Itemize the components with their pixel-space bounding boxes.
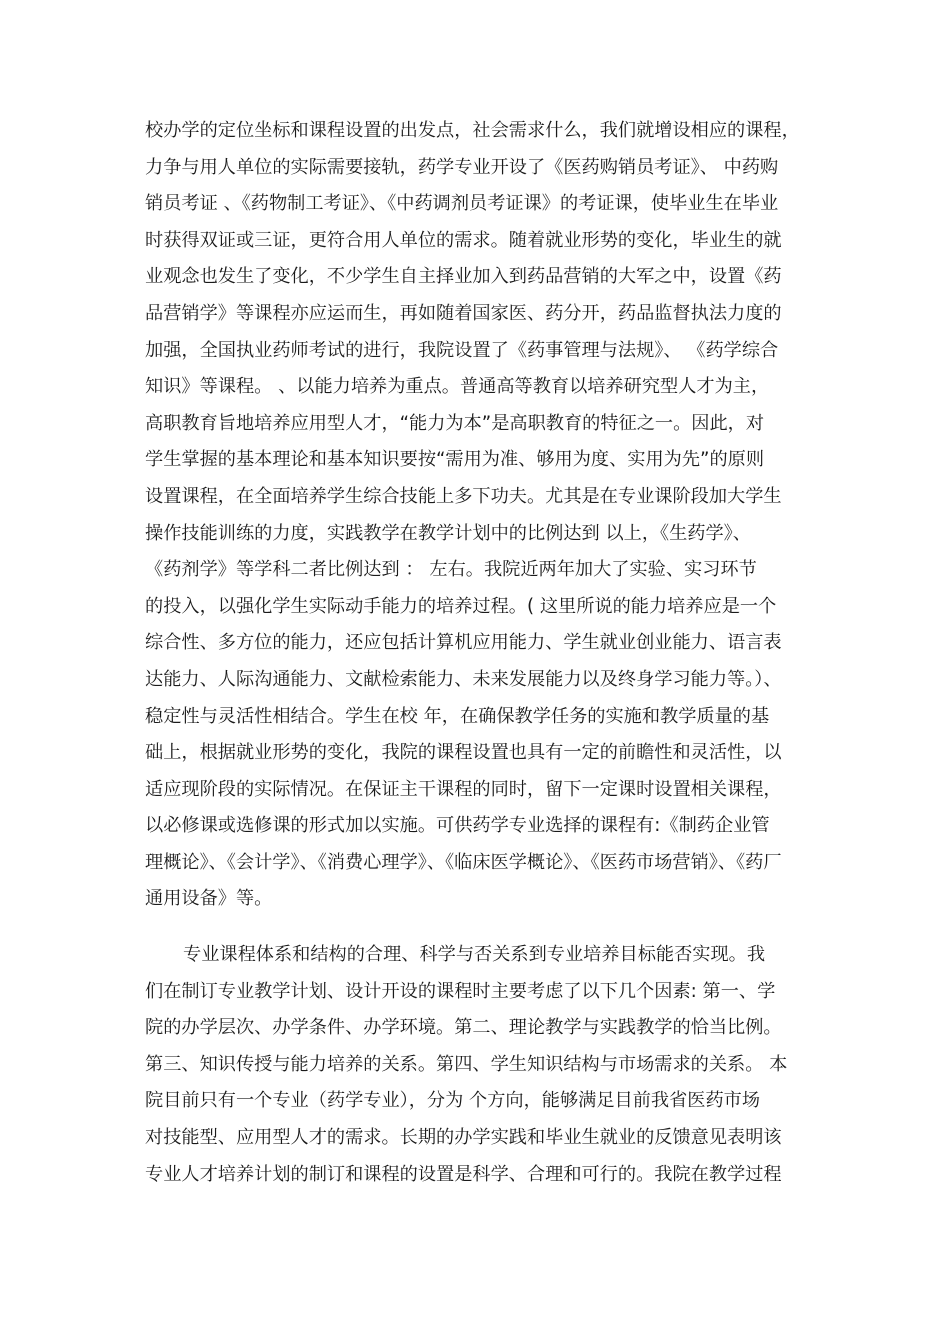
text-line: 时获得双证或三证，更符合用人单位的需求。随着就业形势的变化，毕业生的就 (145, 229, 782, 251)
text-line: 适应现阶段的实际情况。在保证主干课程的同时，留下一定课时设置相关课程， (145, 778, 782, 800)
text-line: 以必修课或选修课的形式加以实施。可供药学专业选择的课程有:《制药企业管 (145, 815, 770, 837)
text-line: 专业课程体系和结构的合理、科学与否关系到专业培养目标能否实现。我 (183, 944, 766, 965)
text-line: 加强，全国执业药师考试的进行，我院设置了《药事管理与法规》、 《药学综合 (145, 339, 779, 361)
text-line: 理概论》、《会计学》、《消费心理学》、《临床医学概论》、《医药市场营销》、《药厂 (145, 851, 782, 873)
text-line: 们在制订专业教学计划、设计开设的课程时主要考虑了以下几个因素: 第一、学 (145, 980, 776, 1002)
text-line: 综合性、多方位的能力，还应包括计算机应用能力、学生就业创业能力、语言表 (145, 632, 782, 654)
text-line: 第三、知识传授与能力培养的关系。第四、学生知识结构与市场需求的关系。 本 (145, 1053, 788, 1075)
text-line: 础上，根据就业形势的变化，我院的课程设置也具有一定的前瞻性和灵活性，以 (145, 742, 782, 764)
paragraph-1 (145, 113, 805, 918)
text-line: 品营销学》等课程亦应运而生，再如随着国家医、药分开，药品监督执法力度的 (145, 302, 782, 324)
text-line: 高职教育旨地培养应用型人才，“能力为本”是高职教育的特征之一。因此，对 (145, 412, 765, 434)
text-line: 设置课程，在全面培养学生综合技能上多下功夫。尤其是在专业课阶段加大学生 (145, 485, 782, 507)
text-line: 学生掌握的基本理论和基本知识要按“需用为准、够用为度、实用为先”的原则 (145, 449, 765, 471)
text-line: 稳定性与灵活性相结合。学生在校 年，在确保教学任务的实施和教学质量的基 (145, 705, 770, 727)
text-line: 对技能型、应用型人才的需求。长期的办学实践和毕业生就业的反馈意见表明该 (145, 1126, 782, 1148)
text-line: 的投入，以强化学生实际动手能力的培养过程。( 这里所说的能力培养应是一个 (145, 595, 777, 617)
text-line: 院目前只有一个专业（药学专业），分为 个方向，能够满足目前我省医药市场 (145, 1090, 761, 1112)
text-line: 校办学的定位坐标和课程设置的出发点，社会需求什么，我们就增设相应的课程， (145, 120, 800, 141)
text-line: 知识》等课程。 、以能力培养为重点。普通高等教育以培养研究型人才为主， (145, 376, 770, 398)
text-line: 通用设备》等。 (145, 888, 273, 910)
text-line: 《药剂学》等学科二者比例达到 ： 左右。我院近两年加大了实验、实习环节 (145, 559, 757, 581)
text-line: 力争与用人单位的实际需要接轨，药学专业开设了《医药购销员考证》、 中药购 (145, 156, 779, 178)
text-line: 专业人才培养计划的制订和课程的设置是科学、合理和可行的。我院在教学过程 (145, 1163, 782, 1185)
text-line: 达能力、人际沟通能力、文献检索能力、未来发展能力以及终身学习能力等。）、 (145, 668, 782, 690)
text-line: 操作技能训练的力度，实践教学在教学计划中的比例达到 以上，《生药学》、 (145, 522, 751, 544)
text-line: 销员考证 、《药物制工考证》、《中药调剂员考证课》的考证课，使毕业生在毕业 (145, 193, 779, 215)
paragraph-2 (145, 937, 805, 1193)
text-line: 院的办学层次、办学条件、办学环境。第二、理论教学与实践教学的恰当比例。 (145, 1017, 782, 1039)
text-line: 业观念也发生了变化，不少学生自主择业加入到药品营销的大军之中，设置《药 (145, 266, 782, 288)
